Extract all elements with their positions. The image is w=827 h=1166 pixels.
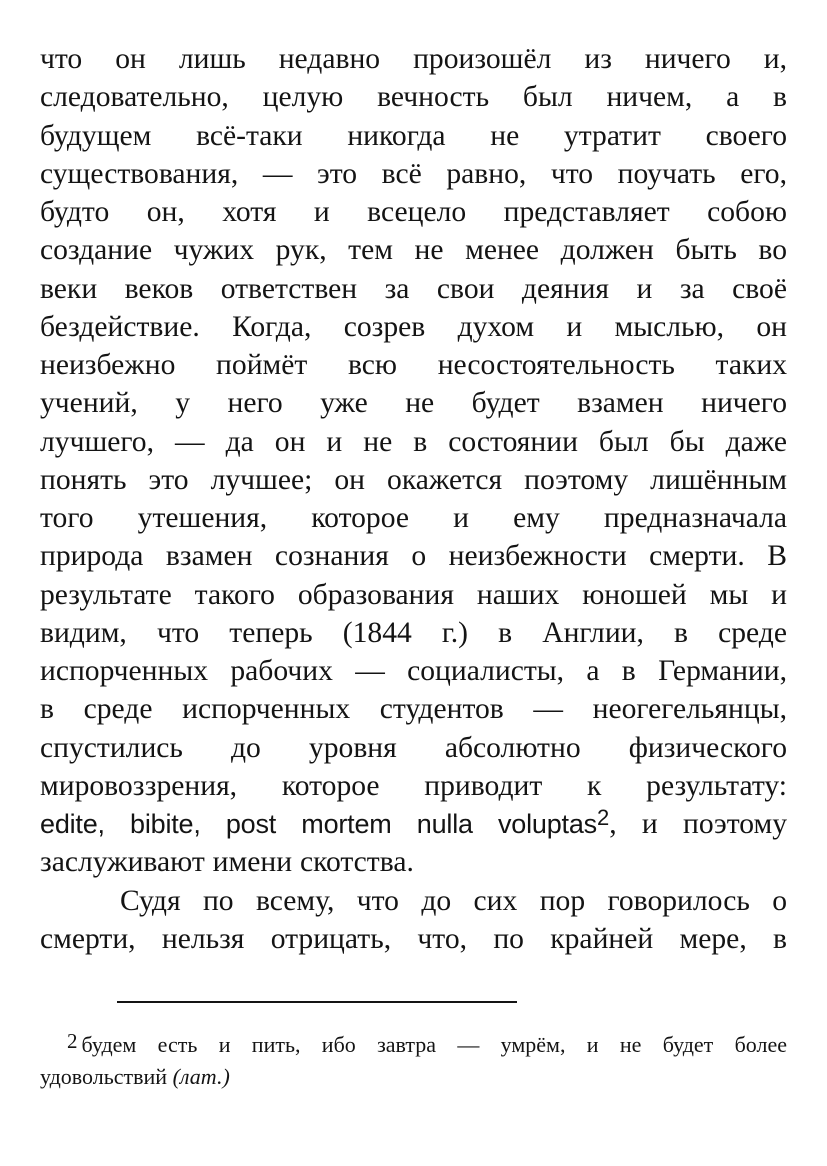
footnote-divider [117,1001,517,1003]
text-line [40,805,787,843]
text-line: следовательно, целую вечность был ничем, а в [40,81,787,114]
text-line: создание чужих рук, тем не менее должен быть во [40,234,787,267]
text-line: спустились до уровня абсолютно физического [40,731,787,764]
text-line: того утешения, которое и ему предназначала [40,502,787,534]
text-line: будто он, хотя и всецело представляет собою [40,196,787,228]
text-line: неизбежно поймёт всю несостоятельность таких [40,349,787,381]
text-line: будущем всё-таки никогда не утратит своего [40,119,787,152]
footnote-text: удовольствий [40,1064,173,1089]
text-line: природа взамен сознания о неизбежности смерти. В [40,540,787,573]
text-line: смерти, нельзя отрицать, что, по крайней мере, в [40,922,787,955]
paragraph-1 [40,40,787,805]
latin-quote: edite, bibite, post mortem nulla voluptas [40,809,597,839]
footnote-reference[interactable]: 2 [596,805,610,830]
text-line: существования, — это всё равно, что поучать его, [40,157,787,190]
footnote-line [40,1029,787,1061]
main-text [40,40,787,958]
footnote-language-note: (лат.) [172,1064,230,1089]
text-line: понять это лучшее; он окажется поэтому лишённым [40,463,787,496]
text-line: учений, у него уже не будет взамен ничего [40,387,787,420]
text-line: видим, что теперь (1844 г.) в Англии, в среде [40,616,787,649]
text-line: Судя по всему, что до сих пор говорилось о [120,884,787,917]
text-line: что он лишь недавно произошёл из ничего и, [40,43,787,75]
footnote-number: 2 [67,1029,78,1053]
footnote [40,1029,787,1092]
footnote-text: будем есть и пить, ибо завтра — умрём, и не будет более [81,1032,787,1057]
paragraph-2 [40,882,787,959]
text-line: результате такого образования наших юношей мы и [40,578,787,611]
text-line: испорченных рабочих — социалисты, а в Германии, [40,655,787,687]
text-line: бездействие. Когда, созрев духом и мыслью, он [40,310,787,343]
footnote-line [40,1061,787,1092]
latin-line-tail: , и поэтому [609,808,788,840]
text-line: мировоззрения, которое приводит к результату: [40,769,787,802]
text-line: веки веков ответствен за свои деяния и за своё [40,272,787,305]
text-line: в среде испорченных студентов — неогегельянцы, [40,693,787,726]
text-line: лучшего, — да он и не в состоянии был бы даже [40,425,787,458]
text-line: заслуживают имени скотства. [40,846,414,879]
